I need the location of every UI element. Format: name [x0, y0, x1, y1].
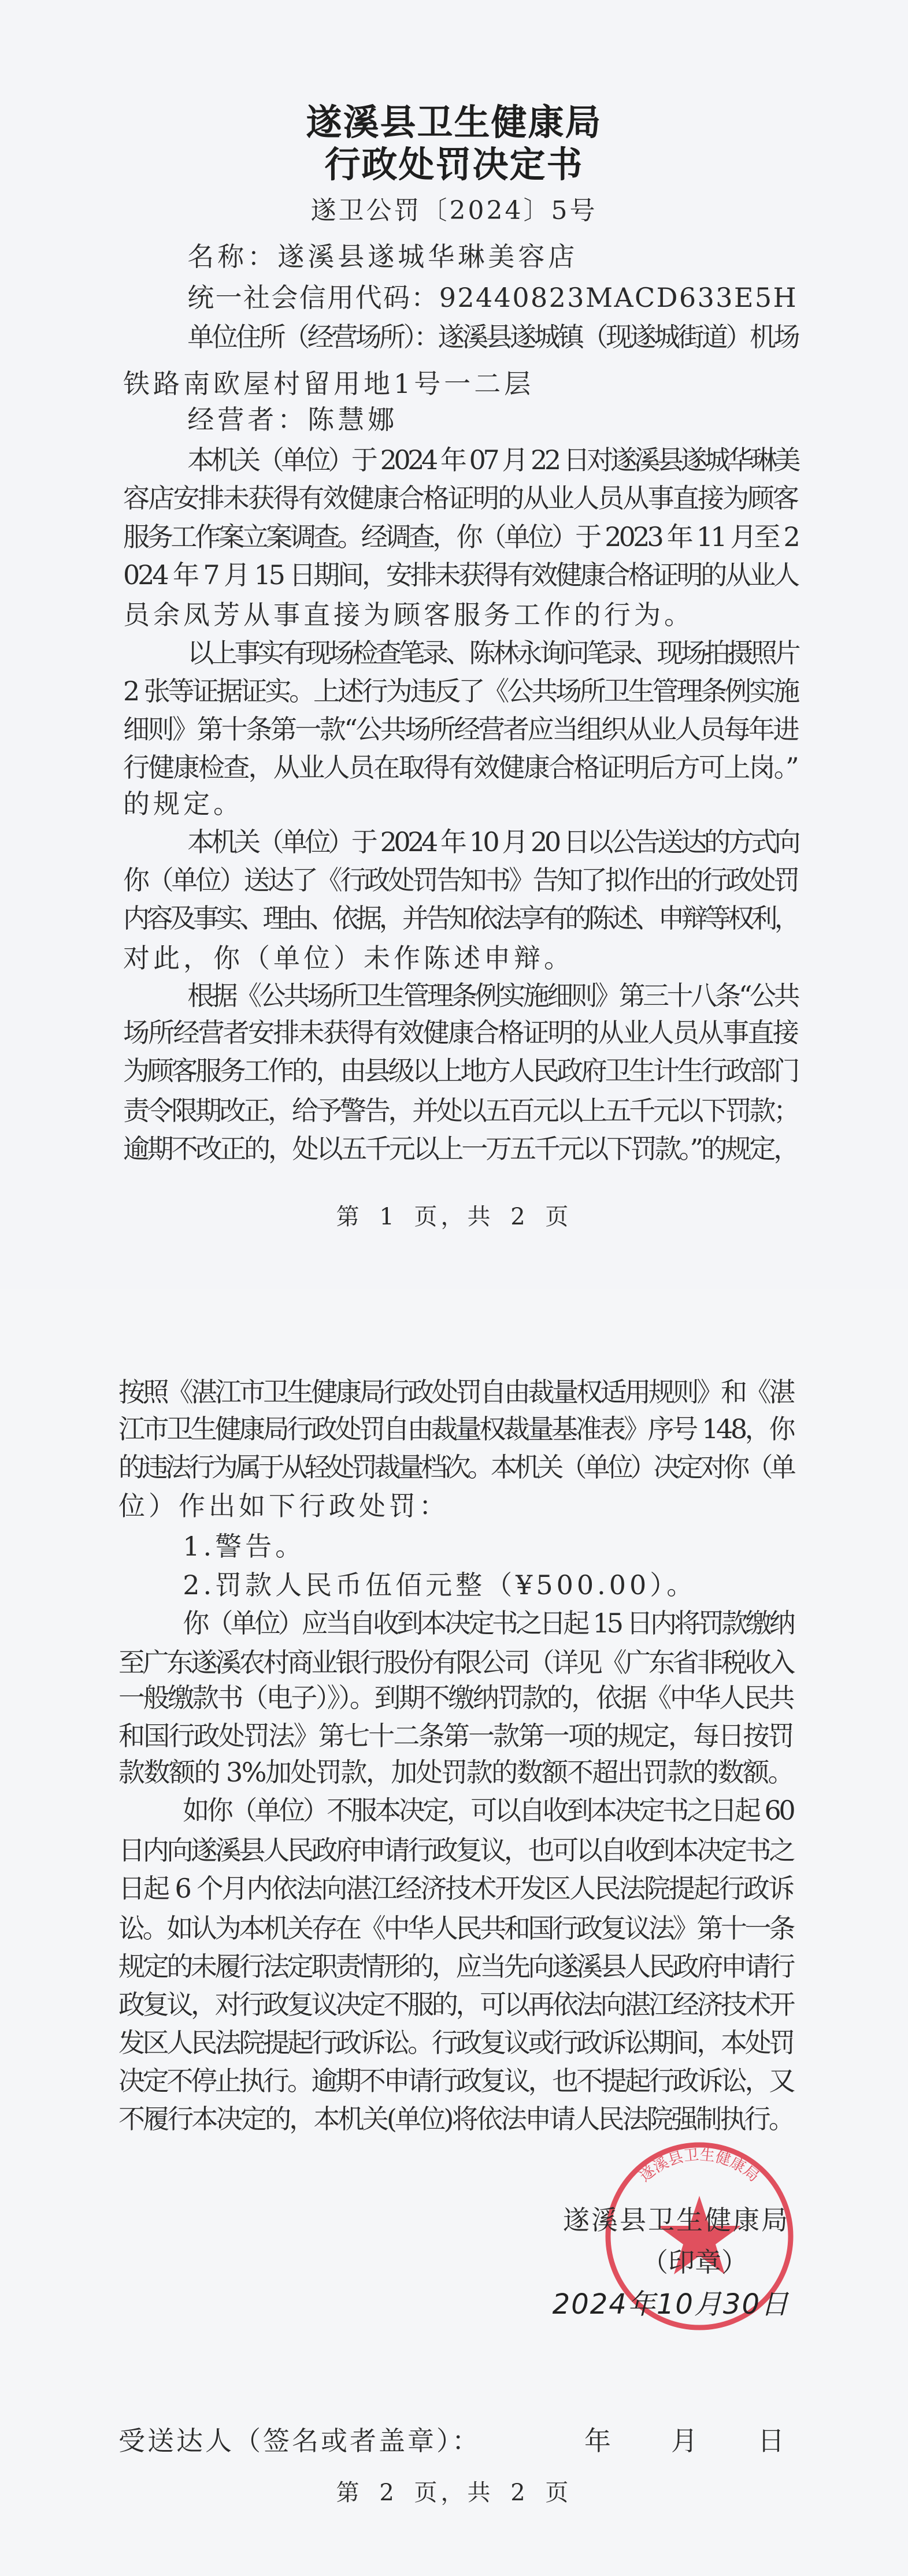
- text-line: 你（单位）应当自收到本决定书之日起 15 日内将罚款缴纳: [183, 1608, 793, 1639]
- text-line: 容店安排未获得有效健康合格证明的从业人员从事直接为顾客: [123, 482, 798, 514]
- page-2-footer: 第 2 页，共 2 页: [336, 2480, 572, 2506]
- svg-text:遂溪县卫生健康局: [636, 2147, 762, 2185]
- text-line: 款数额的 3%加处罚款，加处罚款的数额不超出罚款的数额。: [118, 1757, 794, 1788]
- text-line: 铁路南欧屋村留用地1号一二层: [123, 368, 535, 399]
- text-line: 单位住所（经营场所）：遂溪县遂城镇（现遂城街道）机场: [187, 321, 798, 352]
- text-line: 和国行政处罚法》第七十二条第一款第一项的规定，每日按罚: [118, 1720, 793, 1751]
- document-title-line-1: 遂溪县卫生健康局: [306, 101, 602, 143]
- text-line: 至广东遂溪农村商业银行股份有限公司（详见《广东省非税收入: [118, 1647, 794, 1678]
- text-line: 位）作出如下行政处罚：: [118, 1490, 449, 1521]
- text-line: 日内向遂溪县人民政府申请行政复议，也可以自收到本决定书之: [118, 1835, 794, 1866]
- text-line: 行健康检查，从业人员在取得有效健康合格证明后方可上岗。”: [123, 752, 798, 783]
- text-line: 细则》第十条第一款“公共场所经营者应当组织从业人员每年进: [123, 714, 798, 745]
- document-number: 遂卫公罚〔2024〕5号: [310, 196, 598, 225]
- text-line: 按照《湛江市卫生健康局行政处罚自由裁量权适用规则》和《湛: [118, 1376, 794, 1408]
- text-line: 发区人民法院提起行政诉讼。行政复议或行政诉讼期间，本处罚: [118, 2027, 794, 2058]
- text-line: 规定的未履行法定职责情形的，应当先向遂溪县人民政府申请行: [118, 1951, 794, 1982]
- text-line: 员余凤芳从事直接为顾客服务工作的行为。: [123, 599, 694, 630]
- page-1-footer: 第 1 页，共 2 页: [336, 1204, 572, 1230]
- text-line: 024 年 7 月 15 日期间，安排未获得有效健康合格证明的从业人: [123, 559, 798, 591]
- text-line: 本机关（单位）于 2024 年 07 月 22 日对遂溪县遂城华琳美: [187, 444, 798, 476]
- text-line: 的违法行为属于从轻处罚裁量档次。本机关（单位）决定对你（单: [118, 1452, 793, 1483]
- text-line: 为顾客服务工作的，由县级以上地方人民政府卫生计生行政部门: [123, 1055, 798, 1086]
- text-line: 统一社会信用代码：92440823MACD633E5H: [187, 282, 798, 313]
- text-line: 你（单位）送达了《行政处罚告知书》告知了拟作出的行政处罚: [123, 864, 798, 896]
- signature-date: 2024年10月30日: [552, 2288, 790, 2321]
- text-line: 1.警告。: [183, 1531, 306, 1562]
- text-line: 决定不停止执行。逾期不申请行政复议，也不提起行政诉讼，又: [118, 2065, 794, 2096]
- text-line: 服务工作案立案调查。经调查，你（单位）于 2023 年 11 月至 2: [123, 521, 798, 552]
- text-line: 不履行本决定的，本机关(单位)将依法申请人民法院强制执行。: [118, 2103, 794, 2135]
- text-line: 2 张等证据证实。上述行为违反了《公共场所卫生管理条例实施: [123, 675, 798, 707]
- text-line: 如你（单位）不服本决定，可以自收到本决定书之日起 60: [183, 1795, 794, 1826]
- text-line: 根据《公共场所卫生管理条例实施细则》第三十八条“公共: [187, 980, 798, 1011]
- recipient-date-blank: 年 月 日: [584, 2425, 787, 2456]
- text-line: 2.罚款人民币伍佰元整（¥500.00）。: [183, 1569, 697, 1601]
- text-line: 本机关（单位）于 2024 年 10 月 20 日以公告送达的方式向: [187, 826, 798, 858]
- text-line: 对此，你（单位）未作陈述申辩。: [123, 942, 574, 974]
- text-line: 的规定。: [123, 788, 243, 819]
- seal-note: （印章）: [642, 2247, 748, 2278]
- text-line: 以上事实有现场检查笔录、陈林永询问笔录、现场拍摄照片: [187, 637, 798, 669]
- text-line: 日起 6 个月内依法向湛江经济技术开发区人民法院提起行政诉: [118, 1873, 793, 1904]
- text-line: 责令限期改正，给予警告，并处以五百元以上五千元以下罚款；: [123, 1095, 798, 1126]
- text-line: 内容及事实、理由、依据，并告知依法享有的陈述、申辩等权利，: [123, 903, 798, 934]
- text-line: 政复议，对行政复议决定不服的，可以再依法向湛江经济技术开: [118, 1989, 794, 2020]
- issuer-name: 遂溪县卫生健康局: [563, 2204, 790, 2236]
- seal-lettering: 遂溪县卫生健康局: [636, 2146, 762, 2186]
- text-line: 经营者：陈慧娜: [187, 404, 398, 435]
- recipient-signature-label: 受送达人（签名或者盖章）：: [118, 2425, 481, 2456]
- text-line: 逾期不改正的，处以五千元以上一万五千元以下罚款。”的规定，: [123, 1133, 798, 1164]
- text-line: 一般缴款书（电子）》）。到期不缴纳罚款的，依据《中华人民共: [118, 1682, 793, 1713]
- text-line: 场所经营者安排未获得有效健康合格证明的从业人员从事直接: [123, 1017, 798, 1048]
- text-line: 讼。如认为本机关存在《中华人民共和国行政复议法》第十一条: [118, 1913, 794, 1944]
- text-line: 名称：遂溪县遂城华琳美容店: [187, 241, 579, 272]
- document-title-line-2: 行政处罚决定书: [324, 143, 584, 185]
- text-line: 江市卫生健康局行政处罚自由裁量权裁量基准表》序号 148，你: [118, 1413, 794, 1445]
